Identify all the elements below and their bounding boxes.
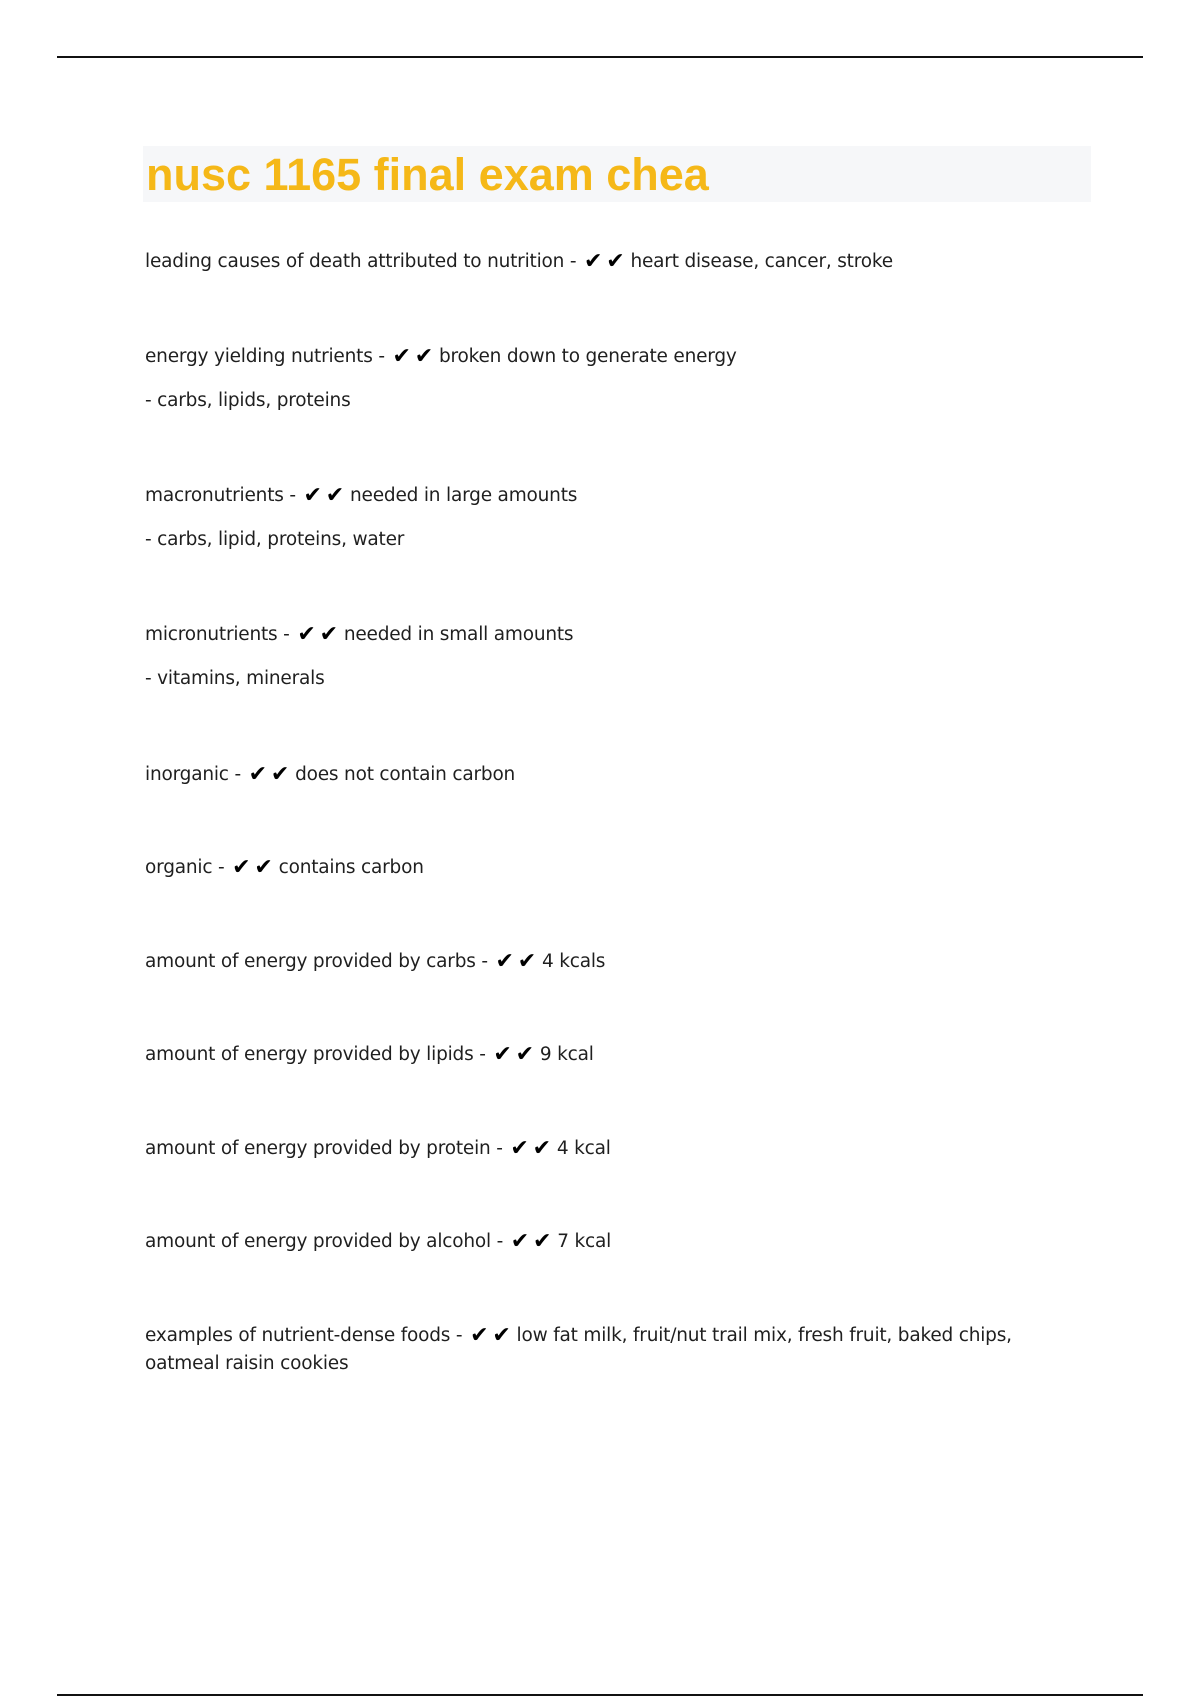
term-line xyxy=(145,1228,1045,1256)
check-mark-icon: ✔ xyxy=(297,622,316,647)
term-text: macronutrients - xyxy=(145,485,302,506)
check-mark-icon: ✔ xyxy=(414,344,433,369)
check-mark-icon: ✔ xyxy=(303,483,322,508)
check-mark-icon: ✔ xyxy=(492,1323,511,1348)
check-mark-icon: ✔ xyxy=(325,483,345,508)
check-mark-icon: ✔ xyxy=(470,1323,489,1348)
definition-text: does not contain carbon xyxy=(295,764,516,785)
list-item xyxy=(145,761,1045,789)
check-mark-icon: ✔ xyxy=(510,1229,530,1254)
list-item xyxy=(145,1228,1045,1256)
check-mark-icon: ✔ xyxy=(510,1136,529,1161)
term-text: micronutrients - xyxy=(145,624,296,645)
definition-text: 4 kcals xyxy=(542,951,606,972)
check-marks xyxy=(249,761,293,789)
list-item xyxy=(145,854,1045,882)
list-item xyxy=(145,343,1045,415)
detail-line: - vitamins, minerals xyxy=(145,668,325,689)
definition-text: contains carbon xyxy=(278,857,424,878)
term-text: amount of energy provided by lipids - xyxy=(145,1044,492,1065)
term-line xyxy=(145,1322,1045,1378)
term-line xyxy=(145,482,1045,510)
bottom-rule xyxy=(57,1694,1143,1696)
check-mark-icon: ✔ xyxy=(319,622,338,647)
list-item xyxy=(145,248,1045,276)
list-item xyxy=(145,1322,1045,1378)
check-marks xyxy=(297,621,341,649)
title-bar xyxy=(143,146,1091,202)
term-line xyxy=(145,854,1045,882)
term-line xyxy=(145,948,1045,976)
term-text: energy yielding nutrients - xyxy=(145,346,391,367)
term-text: organic - xyxy=(145,857,231,878)
check-marks xyxy=(470,1322,514,1350)
check-marks xyxy=(584,248,628,276)
check-mark-icon: ✔ xyxy=(584,249,603,274)
page-title: nusc 1165 final exam chea xyxy=(146,148,709,200)
term-text: amount of energy provided by alcohol - xyxy=(145,1231,509,1252)
detail-line: - carbs, lipid, proteins, water xyxy=(145,529,405,550)
check-mark-icon: ✔ xyxy=(248,762,267,787)
check-marks xyxy=(304,482,348,510)
top-rule xyxy=(57,56,1143,58)
term-text: inorganic - xyxy=(145,764,247,785)
list-item xyxy=(145,621,1045,693)
list-item xyxy=(145,1041,1045,1069)
definition-text: needed in large amounts xyxy=(350,485,578,506)
definition-text: 9 kcal xyxy=(539,1044,594,1065)
definition-text: heart disease, cancer, stroke xyxy=(630,251,893,272)
check-mark-icon: ✔ xyxy=(517,949,536,974)
check-marks xyxy=(496,948,540,976)
check-marks xyxy=(392,343,436,371)
term-text: leading causes of death attributed to nutrition - xyxy=(145,251,582,272)
term-line xyxy=(145,1135,1045,1163)
definition-text: needed in small amounts xyxy=(343,624,574,645)
term-line xyxy=(145,1041,1045,1069)
check-marks xyxy=(510,1135,554,1163)
term-line xyxy=(145,761,1045,789)
check-mark-icon: ✔ xyxy=(232,855,251,880)
check-mark-icon: ✔ xyxy=(532,1136,551,1161)
check-mark-icon: ✔ xyxy=(606,249,625,274)
check-mark-icon: ✔ xyxy=(493,1042,512,1067)
definition-text: broken down to generate energy xyxy=(438,346,737,367)
check-mark-icon: ✔ xyxy=(495,949,514,974)
detail-line: - carbs, lipids, proteins xyxy=(145,390,351,411)
term-line xyxy=(145,248,1045,276)
check-mark-icon: ✔ xyxy=(270,762,290,787)
check-mark-icon: ✔ xyxy=(533,1229,552,1254)
check-mark-icon: ✔ xyxy=(254,855,273,880)
list-item xyxy=(145,1135,1045,1163)
check-marks xyxy=(232,854,276,882)
term-line xyxy=(145,343,1045,371)
definition-text: low fat milk, fruit/nut trail mix, fresh fruit, baked chips, oatmeal raisin cookies xyxy=(145,1325,1012,1374)
check-marks xyxy=(511,1228,555,1256)
term-text: examples of nutrient-dense foods - xyxy=(145,1325,469,1346)
term-text: amount of energy provided by carbs - xyxy=(145,951,494,972)
check-mark-icon: ✔ xyxy=(515,1042,534,1067)
term-text: amount of energy provided by protein - xyxy=(145,1138,509,1159)
check-marks xyxy=(493,1041,537,1069)
list-item xyxy=(145,482,1045,554)
check-mark-icon: ✔ xyxy=(392,344,411,369)
definition-text: 7 kcal xyxy=(557,1231,612,1252)
term-line xyxy=(145,621,1045,649)
definition-text: 4 kcal xyxy=(556,1138,611,1159)
list-item xyxy=(145,948,1045,976)
